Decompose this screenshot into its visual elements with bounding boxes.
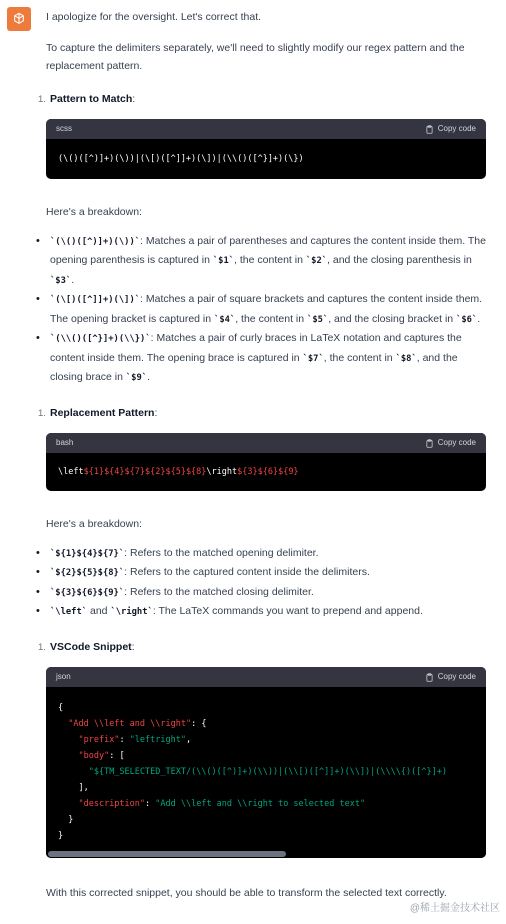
list-number: 1. bbox=[38, 93, 46, 105]
section-colon: : bbox=[132, 92, 136, 105]
code-header bbox=[46, 433, 486, 453]
breakdown-label: Here's a breakdown: bbox=[46, 206, 142, 218]
section-vscode bbox=[38, 638, 486, 658]
section-pattern bbox=[38, 90, 486, 110]
section-title: Pattern to Match bbox=[50, 92, 133, 105]
assistant-message bbox=[38, 8, 486, 912]
section-colon: : bbox=[154, 406, 158, 419]
assistant-avatar bbox=[7, 7, 31, 31]
list-number: 1. bbox=[38, 641, 46, 653]
code-block-json bbox=[46, 667, 486, 858]
code-language: bash bbox=[56, 437, 74, 447]
watermark: @稀土掘金技术社区 bbox=[409, 902, 500, 914]
scrollbar-thumb[interactable] bbox=[48, 851, 286, 857]
list-item: • `(\()([^)]+)(\))`: Matches a pair of parentheses and captures the content inside them. The opening parenthesis is captured in `$1`, the content in `$2`, and the closing parenthesis in `$3`. bbox=[46, 232, 486, 291]
list-item: • `${2}${5}${8}`: Refers to the captured content inside the delimiters. bbox=[46, 563, 486, 583]
code-block-scss bbox=[46, 119, 486, 179]
list-item: • `${1}${4}${7}`: Refers to the matched opening delimiter. bbox=[46, 544, 486, 564]
copy-code-label: Copy code bbox=[437, 437, 476, 447]
openai-logo-icon bbox=[11, 11, 27, 27]
intro-text: I apologize for the oversight. Let's correct that. bbox=[46, 11, 262, 23]
clipboard-icon bbox=[425, 125, 434, 134]
code-content: { "Add \\left and \\right": { "prefix": "leftright", "body": [ "${TM_SELECTED_TEXT/(\\()([^)]+)(\\))|(\\[)([^]]+)(\\])|(\\\\{)([^}]+) ], "description": "Add \\left and \\right to selected text" } } bbox=[58, 703, 447, 841]
copy-code-label: Copy code bbox=[437, 671, 476, 681]
list-item: • `${3}${6}${9}`: Refers to the matched closing delimiter. bbox=[46, 583, 486, 603]
section-title: Replacement Pattern bbox=[50, 406, 155, 419]
code-content: \left${1}${4}${7}${2}${5}${8}\right${3}${6}${9} bbox=[58, 467, 299, 477]
breakdown-list-2 bbox=[46, 544, 486, 622]
horizontal-scrollbar[interactable] bbox=[46, 850, 486, 858]
copy-code-label: Copy code bbox=[437, 123, 476, 133]
code-block-bash bbox=[46, 433, 486, 491]
code-header bbox=[46, 119, 486, 139]
code-header bbox=[46, 667, 486, 687]
code-content: (\()([^)]+)(\))|(\[)([^]]+)(\])|(\\()([^}]+)(\}) bbox=[58, 154, 304, 164]
breakdown-list-1 bbox=[46, 232, 486, 388]
clipboard-icon bbox=[425, 439, 434, 448]
intro-paragraph: To capture the delimiters separately, we'll need to slightly modify our regex pattern and the replacement pattern. bbox=[46, 41, 465, 72]
closing-text: With this corrected snippet, you should be able to transform the selected text correctly. bbox=[46, 887, 447, 899]
code-language: json bbox=[56, 671, 71, 681]
code-language: scss bbox=[56, 123, 72, 133]
breakdown-label: Here's a breakdown: bbox=[46, 518, 142, 530]
copy-code-button[interactable] bbox=[425, 120, 476, 139]
list-item: • `(\\()([^}]+)(\\})`: Matches a pair of curly braces in LaTeX notation and captures the content inside them. The opening brace is captured in `$7`, the content in `$8`, and the closing brace in `$9`. bbox=[46, 329, 486, 388]
list-item: • `\left` and `\right`: The LaTeX commands you want to prepend and append. bbox=[46, 602, 486, 622]
copy-code-button[interactable] bbox=[425, 434, 476, 453]
section-replacement bbox=[38, 404, 486, 424]
section-title: VSCode Snippet bbox=[50, 640, 132, 653]
section-colon: : bbox=[131, 640, 135, 653]
clipboard-icon bbox=[425, 673, 434, 682]
list-number: 1. bbox=[38, 407, 46, 419]
list-item: • `(\[)([^]]+)(\])`: Matches a pair of square brackets and captures the content inside them. The opening bracket is captured in `$4`, the content in `$5`, and the closing bracket in `$6`. bbox=[46, 290, 486, 329]
copy-code-button[interactable] bbox=[425, 668, 476, 687]
